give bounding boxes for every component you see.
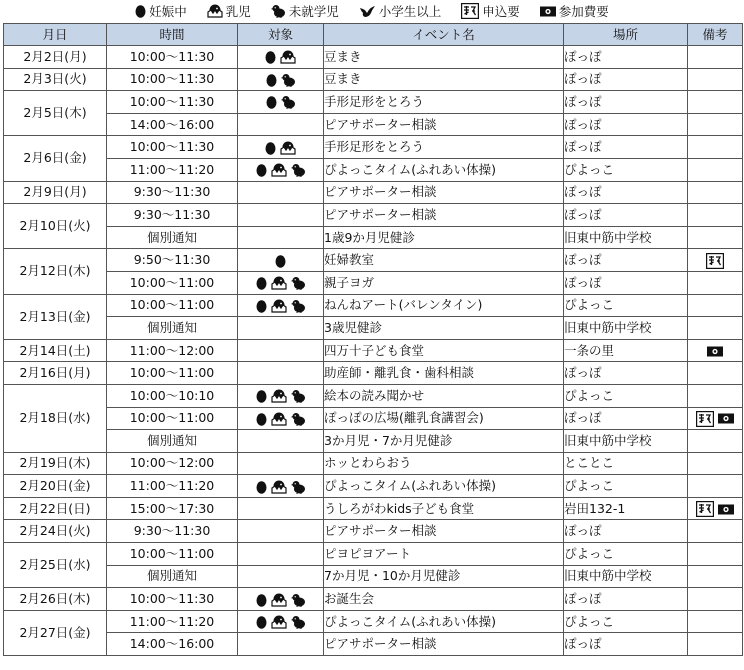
place-cell: とことこ — [564, 452, 688, 475]
chick-icon — [291, 276, 306, 290]
time-cell: 個別通知 — [107, 565, 238, 588]
date-cell: 2月3日(火) — [4, 68, 107, 91]
legend-item-chick-hatching — [207, 2, 251, 20]
fee-icon — [718, 413, 734, 424]
target-cell — [238, 46, 324, 69]
bird-icon — [359, 5, 376, 18]
date-cell: 2月19日(木) — [4, 452, 107, 475]
note-cell — [688, 271, 743, 294]
chick-hatching-icon — [271, 412, 287, 426]
note-cell — [688, 339, 743, 362]
chick-hatching-icon — [271, 389, 287, 403]
application-required-icon — [696, 411, 714, 427]
header-place: 場所 — [564, 24, 688, 46]
note-cell — [688, 407, 743, 430]
event-name-cell: 親子ヨガ — [324, 271, 564, 294]
place-cell: ぽっぽ — [564, 633, 688, 656]
date-cell: 2月14日(土) — [4, 339, 107, 362]
time-cell: 9:30～11:30 — [107, 520, 238, 543]
egg-icon — [265, 141, 276, 155]
target-cell — [238, 113, 324, 136]
target-cell — [238, 271, 324, 294]
date-cell: 2月20日(金) — [4, 475, 107, 498]
legend-label: 参加費要 — [558, 4, 609, 19]
table-row — [4, 158, 743, 181]
target-cell — [238, 543, 324, 566]
legend-label: 乳児 — [225, 4, 251, 19]
header-date: 月日 — [4, 24, 107, 46]
date-cell: 2月9日(月) — [4, 181, 107, 204]
target-cell — [238, 610, 324, 633]
note-cell — [688, 588, 743, 611]
event-name-cell: ピアサポーター相談 — [324, 633, 564, 656]
note-cell — [688, 362, 743, 385]
note-cell — [688, 633, 743, 656]
time-cell: 個別通知 — [107, 430, 238, 453]
table-row — [4, 226, 743, 249]
time-cell: 11:00～11:20 — [107, 475, 238, 498]
application-required-icon — [696, 501, 714, 517]
time-cell: 10:00～11:30 — [107, 68, 238, 91]
place-cell: 旧東中筋中学校 — [564, 317, 688, 340]
chick-hatching-icon — [271, 276, 287, 290]
time-cell: 10:00～10:10 — [107, 384, 238, 407]
egg-icon — [256, 299, 267, 313]
place-cell: ぽっぽ — [564, 91, 688, 114]
time-cell: 14:00～16:00 — [107, 633, 238, 656]
time-cell: 10:00～11:00 — [107, 294, 238, 317]
application-required-icon — [461, 3, 479, 19]
date-cell: 2月5日(木) — [4, 91, 107, 136]
legend-label: 未就学児 — [288, 4, 339, 19]
note-cell — [688, 543, 743, 566]
event-name-cell: 手形足形をとろう — [324, 136, 564, 159]
time-cell: 9:50～11:30 — [107, 249, 238, 272]
note-cell — [688, 475, 743, 498]
note-cell — [688, 294, 743, 317]
note-cell — [688, 430, 743, 453]
note-cell — [688, 452, 743, 475]
chick-icon — [291, 389, 306, 403]
table-row — [4, 136, 743, 159]
time-cell: 11:00～12:00 — [107, 339, 238, 362]
time-cell: 10:00～11:30 — [107, 91, 238, 114]
event-name-cell: お誕生会 — [324, 588, 564, 611]
event-name-cell: うしろがわkids子ども食堂 — [324, 497, 564, 520]
header-time: 時間 — [107, 24, 238, 46]
note-cell — [688, 384, 743, 407]
date-cell: 2月27日(金) — [4, 610, 107, 655]
time-cell: 10:00～11:00 — [107, 271, 238, 294]
egg-icon — [256, 389, 267, 403]
legend-item-chick — [271, 2, 339, 20]
note-cell — [688, 158, 743, 181]
place-cell: 岩田132-1 — [564, 497, 688, 520]
event-name-cell: ホッとわらおう — [324, 452, 564, 475]
event-name-cell: ピアサポーター相談 — [324, 204, 564, 227]
table-row — [4, 452, 743, 475]
egg-icon — [256, 593, 267, 607]
fee-icon — [718, 504, 734, 515]
target-cell — [238, 226, 324, 249]
table-row — [4, 543, 743, 566]
chick-hatching-icon — [271, 163, 287, 177]
event-name-cell: ぴよっこタイム(ふれあい体操) — [324, 610, 564, 633]
target-cell — [238, 430, 324, 453]
place-cell: 旧東中筋中学校 — [564, 565, 688, 588]
table-row — [4, 633, 743, 656]
chick-icon — [281, 73, 296, 87]
time-cell: 14:00～16:00 — [107, 113, 238, 136]
egg-icon — [266, 95, 277, 109]
table-row — [4, 610, 743, 633]
time-cell: 個別通知 — [107, 226, 238, 249]
date-cell: 2月10日(火) — [4, 204, 107, 249]
egg-icon — [256, 412, 267, 426]
target-cell — [238, 362, 324, 385]
egg-icon — [275, 254, 286, 268]
header-event: イベント名 — [324, 24, 564, 46]
date-cell: 2月24日(火) — [4, 520, 107, 543]
table-row — [4, 294, 743, 317]
event-name-cell: 1歳9か月児健診 — [324, 226, 564, 249]
place-cell: ぽっぽ — [564, 113, 688, 136]
date-cell: 2月13日(金) — [4, 294, 107, 339]
egg-icon — [266, 73, 277, 87]
place-cell: ぴよっこ — [564, 543, 688, 566]
date-cell: 2月2日(月) — [4, 46, 107, 69]
egg-icon — [265, 50, 276, 64]
table-row — [4, 181, 743, 204]
target-cell — [238, 339, 324, 362]
event-name-cell: 豆まき — [324, 68, 564, 91]
egg-icon — [256, 480, 267, 494]
legend-label: 申込要 — [482, 4, 520, 19]
time-cell: 10:00～11:30 — [107, 46, 238, 69]
date-cell: 2月18日(水) — [4, 384, 107, 452]
place-cell: ぽっぽ — [564, 271, 688, 294]
legend-item-fee — [540, 2, 609, 20]
time-cell: 10:00～11:00 — [107, 362, 238, 385]
egg-icon — [256, 276, 267, 290]
target-cell — [238, 633, 324, 656]
chick-hatching-icon — [271, 299, 287, 313]
event-name-cell: 3か月児・7か月児健診 — [324, 430, 564, 453]
time-cell: 9:30～11:30 — [107, 181, 238, 204]
table-row — [4, 497, 743, 520]
table-row — [4, 430, 743, 453]
chick-icon — [281, 95, 296, 109]
application-required-icon — [706, 253, 724, 269]
time-cell: 10:00～11:00 — [107, 407, 238, 430]
event-name-cell: 7か月児・10か月児健診 — [324, 565, 564, 588]
time-cell: 10:00～11:30 — [107, 136, 238, 159]
place-cell: ぴよっこ — [564, 384, 688, 407]
target-cell — [238, 158, 324, 181]
note-cell — [688, 46, 743, 69]
note-cell — [688, 91, 743, 114]
chick-hatching-icon — [271, 480, 287, 494]
table-row — [4, 339, 743, 362]
egg-icon — [256, 163, 267, 177]
note-cell — [688, 204, 743, 227]
event-name-cell: ピヨピヨアート — [324, 543, 564, 566]
fee-icon — [707, 346, 723, 357]
time-cell: 9:30～11:30 — [107, 204, 238, 227]
date-cell: 2月22日(日) — [4, 497, 107, 520]
place-cell: ぽっぽ — [564, 204, 688, 227]
chick-hatching-icon — [280, 141, 296, 155]
target-cell — [238, 317, 324, 340]
table-row — [4, 565, 743, 588]
time-cell: 15:00～17:30 — [107, 497, 238, 520]
table-row — [4, 204, 743, 227]
place-cell: ぽっぽ — [564, 46, 688, 69]
time-cell: 個別通知 — [107, 317, 238, 340]
place-cell: ぽっぽ — [564, 249, 688, 272]
note-cell — [688, 520, 743, 543]
event-name-cell: ピアサポーター相談 — [324, 520, 564, 543]
note-cell — [688, 249, 743, 272]
date-cell: 2月26日(木) — [4, 588, 107, 611]
time-cell: 10:00～11:00 — [107, 543, 238, 566]
note-cell — [688, 181, 743, 204]
note-cell — [688, 113, 743, 136]
place-cell: ぽっぽ — [564, 407, 688, 430]
table-row — [4, 475, 743, 498]
event-name-cell: 絵本の読み聞かせ — [324, 384, 564, 407]
header-target: 対象 — [238, 24, 324, 46]
chick-icon — [291, 615, 306, 629]
table-row — [4, 384, 743, 407]
date-cell: 2月6日(金) — [4, 136, 107, 181]
chick-icon — [291, 480, 306, 494]
place-cell: 旧東中筋中学校 — [564, 430, 688, 453]
table-row — [4, 271, 743, 294]
place-cell: ぴよっこ — [564, 475, 688, 498]
legend-item-application-required — [461, 2, 520, 20]
note-cell — [688, 226, 743, 249]
legend — [0, 0, 744, 22]
legend-item-egg — [135, 2, 187, 20]
time-cell: 11:00～11:20 — [107, 158, 238, 181]
chick-hatching-icon — [271, 615, 287, 629]
place-cell: ぽっぽ — [564, 136, 688, 159]
chick-icon — [291, 412, 306, 426]
table-row — [4, 113, 743, 136]
header-note: 備考 — [688, 24, 743, 46]
place-cell: ぽっぽ — [564, 588, 688, 611]
place-cell: ぴよっこ — [564, 294, 688, 317]
chick-icon — [291, 299, 306, 313]
table-row — [4, 249, 743, 272]
target-cell — [238, 249, 324, 272]
place-cell: 一条の里 — [564, 339, 688, 362]
egg-icon — [135, 4, 146, 18]
schedule-table — [3, 23, 743, 656]
table-row — [4, 520, 743, 543]
table-row — [4, 46, 743, 69]
event-name-cell: ぴよっこタイム(ふれあい体操) — [324, 158, 564, 181]
table-row — [4, 588, 743, 611]
place-cell: ぽっぽ — [564, 68, 688, 91]
chick-icon — [291, 163, 306, 177]
note-cell — [688, 136, 743, 159]
event-name-cell: ピアサポーター相談 — [324, 181, 564, 204]
table-row — [4, 91, 743, 114]
event-name-cell: 四万十子ども食堂 — [324, 339, 564, 362]
target-cell — [238, 588, 324, 611]
event-name-cell: ぽっぽの広場(離乳食講習会) — [324, 407, 564, 430]
place-cell: ぽっぽ — [564, 362, 688, 385]
event-name-cell: ピアサポーター相談 — [324, 113, 564, 136]
chick-icon — [291, 593, 306, 607]
table-row — [4, 362, 743, 385]
target-cell — [238, 294, 324, 317]
place-cell: ぴよっこ — [564, 610, 688, 633]
target-cell — [238, 204, 324, 227]
target-cell — [238, 565, 324, 588]
table-row — [4, 407, 743, 430]
target-cell — [238, 384, 324, 407]
time-cell: 10:00～12:00 — [107, 452, 238, 475]
note-cell — [688, 497, 743, 520]
target-cell — [238, 91, 324, 114]
place-cell: ぴよっこ — [564, 158, 688, 181]
table-row — [4, 317, 743, 340]
event-name-cell: 手形足形をとろう — [324, 91, 564, 114]
target-cell — [238, 452, 324, 475]
table-row — [4, 68, 743, 91]
event-name-cell: ぴよっこタイム(ふれあい体操) — [324, 475, 564, 498]
event-name-cell: 3歳児健診 — [324, 317, 564, 340]
date-cell: 2月12日(木) — [4, 249, 107, 294]
event-name-cell: ねんねアート(バレンタイン) — [324, 294, 564, 317]
event-name-cell: 妊婦教室 — [324, 249, 564, 272]
date-cell: 2月25日(水) — [4, 543, 107, 588]
note-cell — [688, 610, 743, 633]
place-cell: ぽっぽ — [564, 520, 688, 543]
fee-icon — [540, 6, 556, 17]
target-cell — [238, 68, 324, 91]
event-name-cell: 助産師・離乳食・歯科相談 — [324, 362, 564, 385]
event-name-cell: 豆まき — [324, 46, 564, 69]
header-row — [4, 24, 743, 46]
target-cell — [238, 181, 324, 204]
note-cell — [688, 317, 743, 340]
target-cell — [238, 520, 324, 543]
egg-icon — [256, 615, 267, 629]
date-cell: 2月16日(月) — [4, 362, 107, 385]
target-cell — [238, 407, 324, 430]
place-cell: ぽっぽ — [564, 181, 688, 204]
chick-hatching-icon — [280, 50, 296, 64]
legend-item-bird — [359, 2, 442, 20]
place-cell: 旧東中筋中学校 — [564, 226, 688, 249]
chick-icon — [271, 4, 286, 18]
time-cell: 10:00～11:30 — [107, 588, 238, 611]
target-cell — [238, 475, 324, 498]
note-cell — [688, 565, 743, 588]
target-cell — [238, 136, 324, 159]
target-cell — [238, 497, 324, 520]
chick-hatching-icon — [271, 593, 287, 607]
legend-label: 妊娠中 — [149, 4, 187, 19]
legend-label: 小学生以上 — [378, 4, 442, 19]
time-cell: 11:00～11:20 — [107, 610, 238, 633]
note-cell — [688, 68, 743, 91]
chick-hatching-icon — [207, 4, 223, 18]
